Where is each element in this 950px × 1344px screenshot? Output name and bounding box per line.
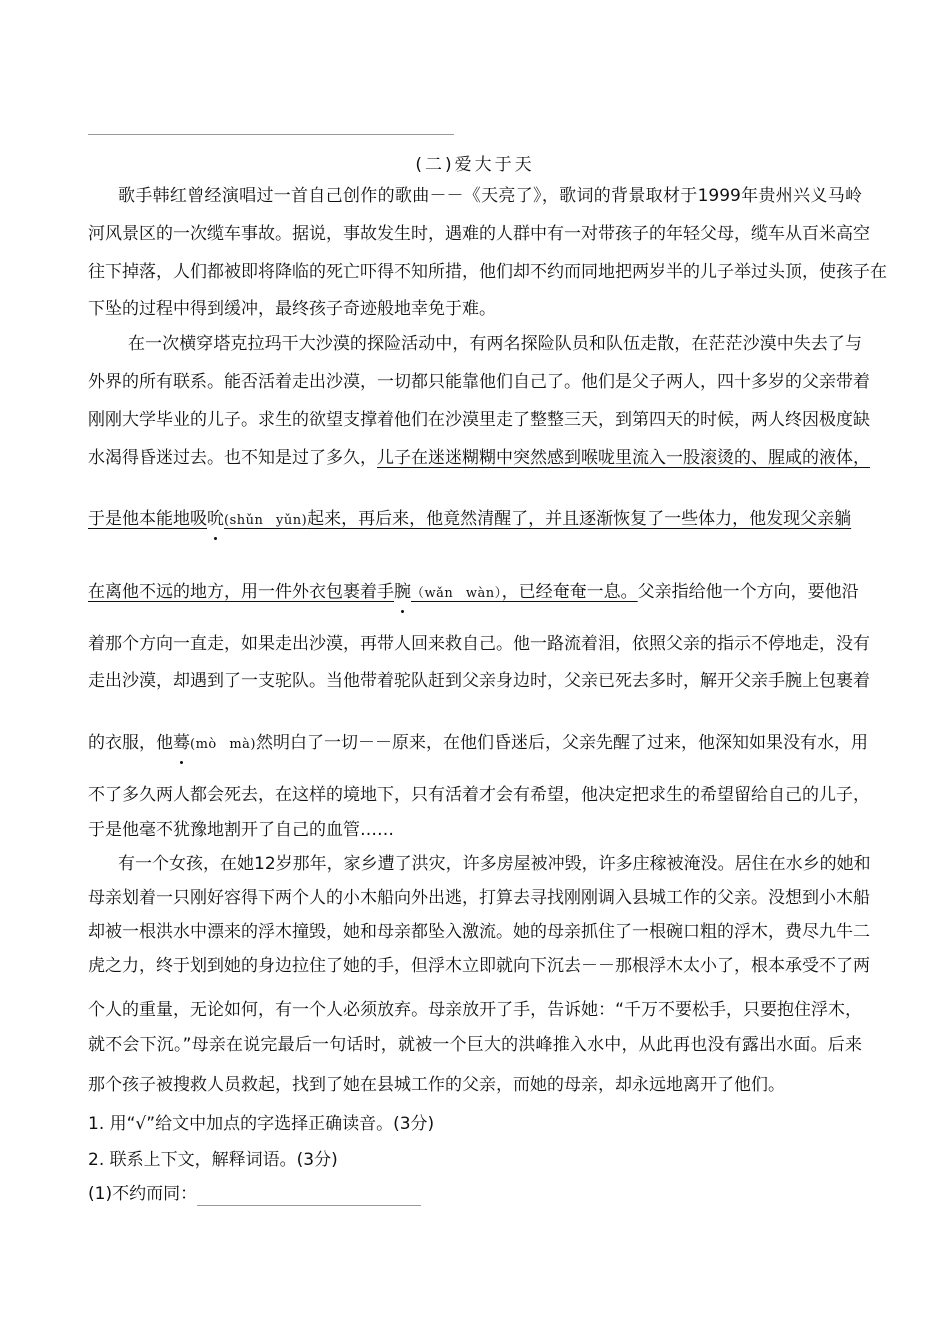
line9-text-before: 的衣服，他 bbox=[88, 733, 173, 753]
line5-text-after: 起来，再后来，他竟然清醒了，并且逐渐恢复了一些体力，他发现父亲躺 bbox=[307, 509, 852, 529]
line6-text-after: ，已经奄奄一息。 bbox=[501, 582, 638, 602]
line4-plain: 水渴得昏迷过去。也不知是过了多久， bbox=[88, 448, 377, 468]
paragraph3-line6: 就不会下沉。”母亲在说完最后一句话时，就被一个巨大的洪峰推入水中，从此再也没有露出水面。后来 bbox=[88, 1035, 862, 1055]
dotted-char-mo: 蓦 bbox=[173, 733, 190, 753]
paragraph3-line5: 个人的重量，无论如何，有一个人必须放弃。母亲放开了手，告诉她：“千万不要松手，只要抱住浮木， bbox=[88, 1000, 862, 1020]
answer-blank-1[interactable] bbox=[197, 1187, 421, 1206]
paragraph2-line8: 走出沙漠，却遇到了一支驼队。当他带着驼队赶到父亲身边时，父亲已死去多时，解开父亲手腕上包裹着 bbox=[88, 671, 870, 691]
line9-text-after: 然明白了一切－－原来，在他们昏迷后，父亲先醒了过来，他深知如果没有水，用 bbox=[256, 733, 869, 753]
paragraph2-line11: 于是他毫不犹豫地割开了自己的血管…… bbox=[88, 820, 394, 840]
line4-underlined: 儿子在迷迷糊糊中突然感到喉咙里流入一股滚烫的、腥咸的液体， bbox=[377, 448, 870, 468]
question-2-1 bbox=[88, 1182, 421, 1206]
line6-text-before: 在离他不远的地方，用一件外衣包裹着手 bbox=[88, 582, 394, 602]
paragraph1-line2: 河风景区的一次缆车事故。据说，事故发生时，遇难的人群中有一对带孩子的年轻父母，缆车从百米高空 bbox=[88, 224, 870, 244]
paragraph2-line7: 着那个方向一直走，如果走出沙漠，再带人回来救自己。他一路流着泪，依照父亲的指示不停地走，没有 bbox=[88, 634, 870, 654]
paragraph3-line3: 却被一根洪水中漂来的浮木撞毁，她和母亲都坠入激流。她的母亲抓住了一根碗口粗的浮木，费尽九牛二 bbox=[88, 922, 870, 942]
paragraph2-line1: 在一次横穿塔克拉玛干大沙漠的探险活动中，有两名探险队员和队伍走散，在茫茫沙漠中失去了与 bbox=[128, 334, 862, 354]
paragraph2-line2: 外界的所有联系。能否活着走出沙漠，一切都只能靠他们自己了。他们是父子两人，四十多岁的父亲带着 bbox=[88, 372, 870, 392]
line6-underlined bbox=[88, 582, 638, 602]
dotted-char-wan: 腕 bbox=[394, 582, 411, 602]
line5-text-before: 于是他本能地吸 bbox=[88, 509, 207, 529]
paragraph2-line5 bbox=[88, 507, 851, 533]
paragraph2-line9 bbox=[88, 731, 868, 757]
paragraph3-line2: 母亲划着一只刚好容得下两个人的小木船向外出逃，打算去寻找刚刚调入县城工作的父亲。没想到小木船 bbox=[88, 888, 870, 908]
pinyin-options-wan: （wǎn wàn） bbox=[411, 586, 502, 601]
question-2: 2. 联系上下文，解释词语。(3分) bbox=[88, 1150, 338, 1170]
paragraph2-line3: 刚刚大学毕业的儿子。求生的欲望支撑着他们在沙漠里走了整整三天，到第四天的时候，两人终因极度缺 bbox=[88, 410, 870, 430]
paragraph2-line6 bbox=[88, 580, 859, 606]
paragraph3-line1: 有一个女孩，在她12岁那年，家乡遭了洪灾，许多房屋被冲毁，许多庄稼被淹没。居住在水乡的她和 bbox=[118, 854, 871, 874]
paragraph3-line4: 虎之力，终于划到她的身边拉住了她的手，但浮木立即就向下沉去－－那根浮木太小了，根本承受不了两 bbox=[88, 956, 870, 976]
question-1: 1. 用“√”给文中加点的字选择正确读音。(3分) bbox=[88, 1114, 435, 1134]
paragraph3-line7: 那个孩子被搜救人员救起，找到了她在县城工作的父亲，而她的母亲，却永远地离开了他们。 bbox=[88, 1075, 785, 1095]
paragraph1-line3: 往下掉落，人们都被即将降临的死亡吓得不知所措，他们却不约而同地把两岁半的儿子举过头顶，使孩子在 bbox=[88, 262, 887, 282]
paragraph1-line1: 歌手韩红曾经演唱过一首自己创作的歌曲－－《天亮了》，歌词的背景取材于1999年贵州兴义马岭 bbox=[118, 186, 862, 206]
header-rule bbox=[88, 134, 454, 135]
pinyin-options-mo: (mò mà) bbox=[190, 737, 257, 752]
section-title: (二)爱大于天 bbox=[415, 155, 535, 175]
paragraph2-line4 bbox=[88, 446, 870, 470]
paragraph1-line4: 下坠的过程中得到缓冲，最终孩子奇迹般地幸免于难。 bbox=[88, 299, 496, 319]
dotted-char-shun: 吮 bbox=[207, 509, 224, 529]
line6-plain: 父亲指给他一个方向，要他沿 bbox=[637, 582, 859, 602]
paragraph2-line10: 不了多久两人都会死去，在这样的境地下，只有活着才会有希望，他决定把求生的希望留给自己的儿子， bbox=[88, 785, 870, 805]
pinyin-options-shun: (shǔn yǔn) bbox=[224, 513, 308, 528]
question-2-1-label: (1)不约而同： bbox=[88, 1184, 198, 1204]
